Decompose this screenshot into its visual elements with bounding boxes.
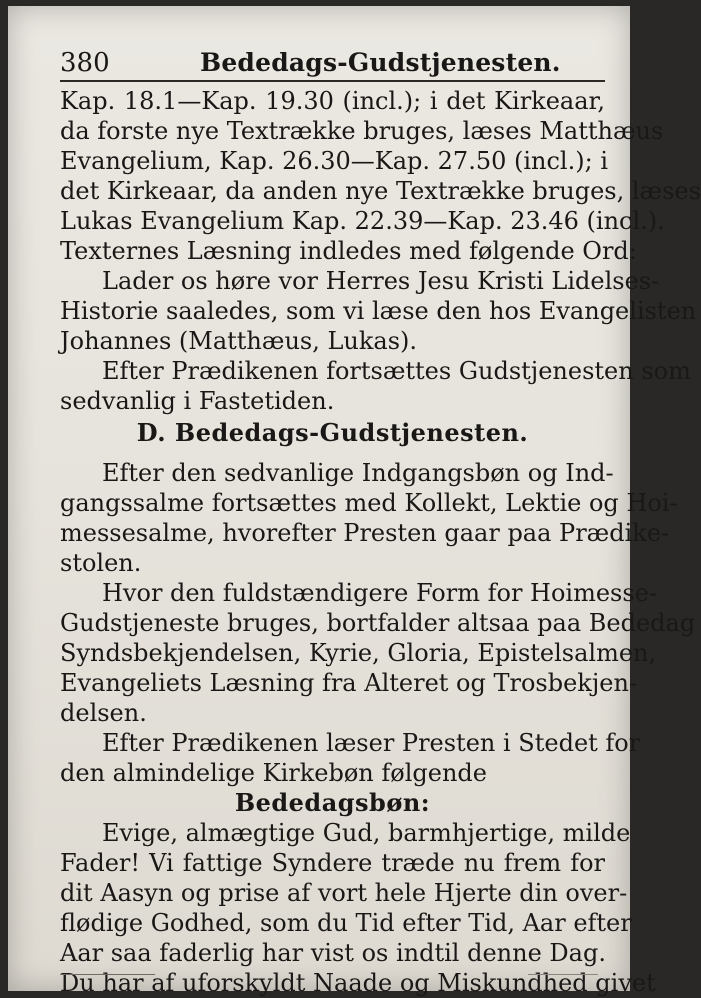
text-line: Efter Prædikenen læser Presten i Stedet for <box>102 729 641 757</box>
text-line: Fader! Vi fattige Syndere træde nu frem for <box>60 849 605 877</box>
prayer-heading: Bededagsbøn: <box>234 788 431 817</box>
text-line: Lader os høre vor Herres Jesu Kristi Lidelses- <box>102 267 660 295</box>
text-line: Gudstjeneste bruges, bortfalder altsaa paa Bededag <box>60 609 696 637</box>
text-line: Texternes Læsning indledes med følgende Ord: <box>60 237 637 265</box>
page-bottom-rule-right <box>528 974 598 975</box>
text-line: gangssalme fortsættes med Kollekt, Lektie og Hoi- <box>60 489 678 517</box>
page-bottom-rule <box>60 974 155 975</box>
text-line: Evige, almægtige Gud, barmhjertige, milde <box>102 819 631 847</box>
text-line: messesalme, hvorefter Presten gaar paa Prædike- <box>60 519 670 547</box>
text-line: det Kirkeaar, da anden nye Textrække bruges, læses <box>60 177 701 205</box>
text-line: flødige Godhed, som du Tid efter Tid, Aar efter <box>60 909 632 937</box>
text-line: delsen. <box>60 699 147 727</box>
section-heading: D. Bededags-Gudstjenesten. <box>136 418 529 447</box>
page-header <box>60 46 605 82</box>
running-head: Bededags-Gudstjenesten. <box>200 48 561 77</box>
text-line: dit Aasyn og prise af vort hele Hjerte din over- <box>60 879 628 907</box>
text-line: Efter den sedvanlige Indgangsbøn og Ind- <box>102 459 614 487</box>
text-line: den almindelige Kirkebøn følgende <box>60 759 487 787</box>
text-line: Du har af uforskyldt Naade og Miskundhed givet <box>60 969 656 997</box>
text-line: Aar saa faderlig har vist os indtil denne Dag. <box>60 939 606 967</box>
text-line: sedvanlig i Fastetiden. <box>60 387 335 415</box>
text-line: Kap. 18.1—Kap. 19.30 (incl.); i det Kirkeaar, <box>60 87 605 115</box>
text-line: da forste nye Textrække bruges, læses Matthæus <box>60 117 664 145</box>
text-line: Efter Prædikenen fortsættes Gudstjenesten som <box>102 357 691 385</box>
book-page <box>8 6 701 997</box>
text-line: Hvor den fuldstændigere Form for Hoimesse- <box>102 579 657 607</box>
text-line: Historie saaledes, som vi læse den hos Evangelisten <box>60 297 697 325</box>
text-line: Johannes (Matthæus, Lukas). <box>60 327 418 355</box>
page-number: 380 <box>60 48 110 78</box>
text-line: Lukas Evangelium Kap. 22.39—Kap. 23.46 (incl.). <box>60 207 665 235</box>
text-line: Syndsbekjendelsen, Kyrie, Gloria, Epistelsalmen, <box>60 639 657 667</box>
text-line: stolen. <box>60 549 142 577</box>
text-line: Evangelium, Kap. 26.30—Kap. 27.50 (incl.); i <box>60 147 608 175</box>
text-line: Evangeliets Læsning fra Alteret og Trosbekjen- <box>60 669 638 697</box>
